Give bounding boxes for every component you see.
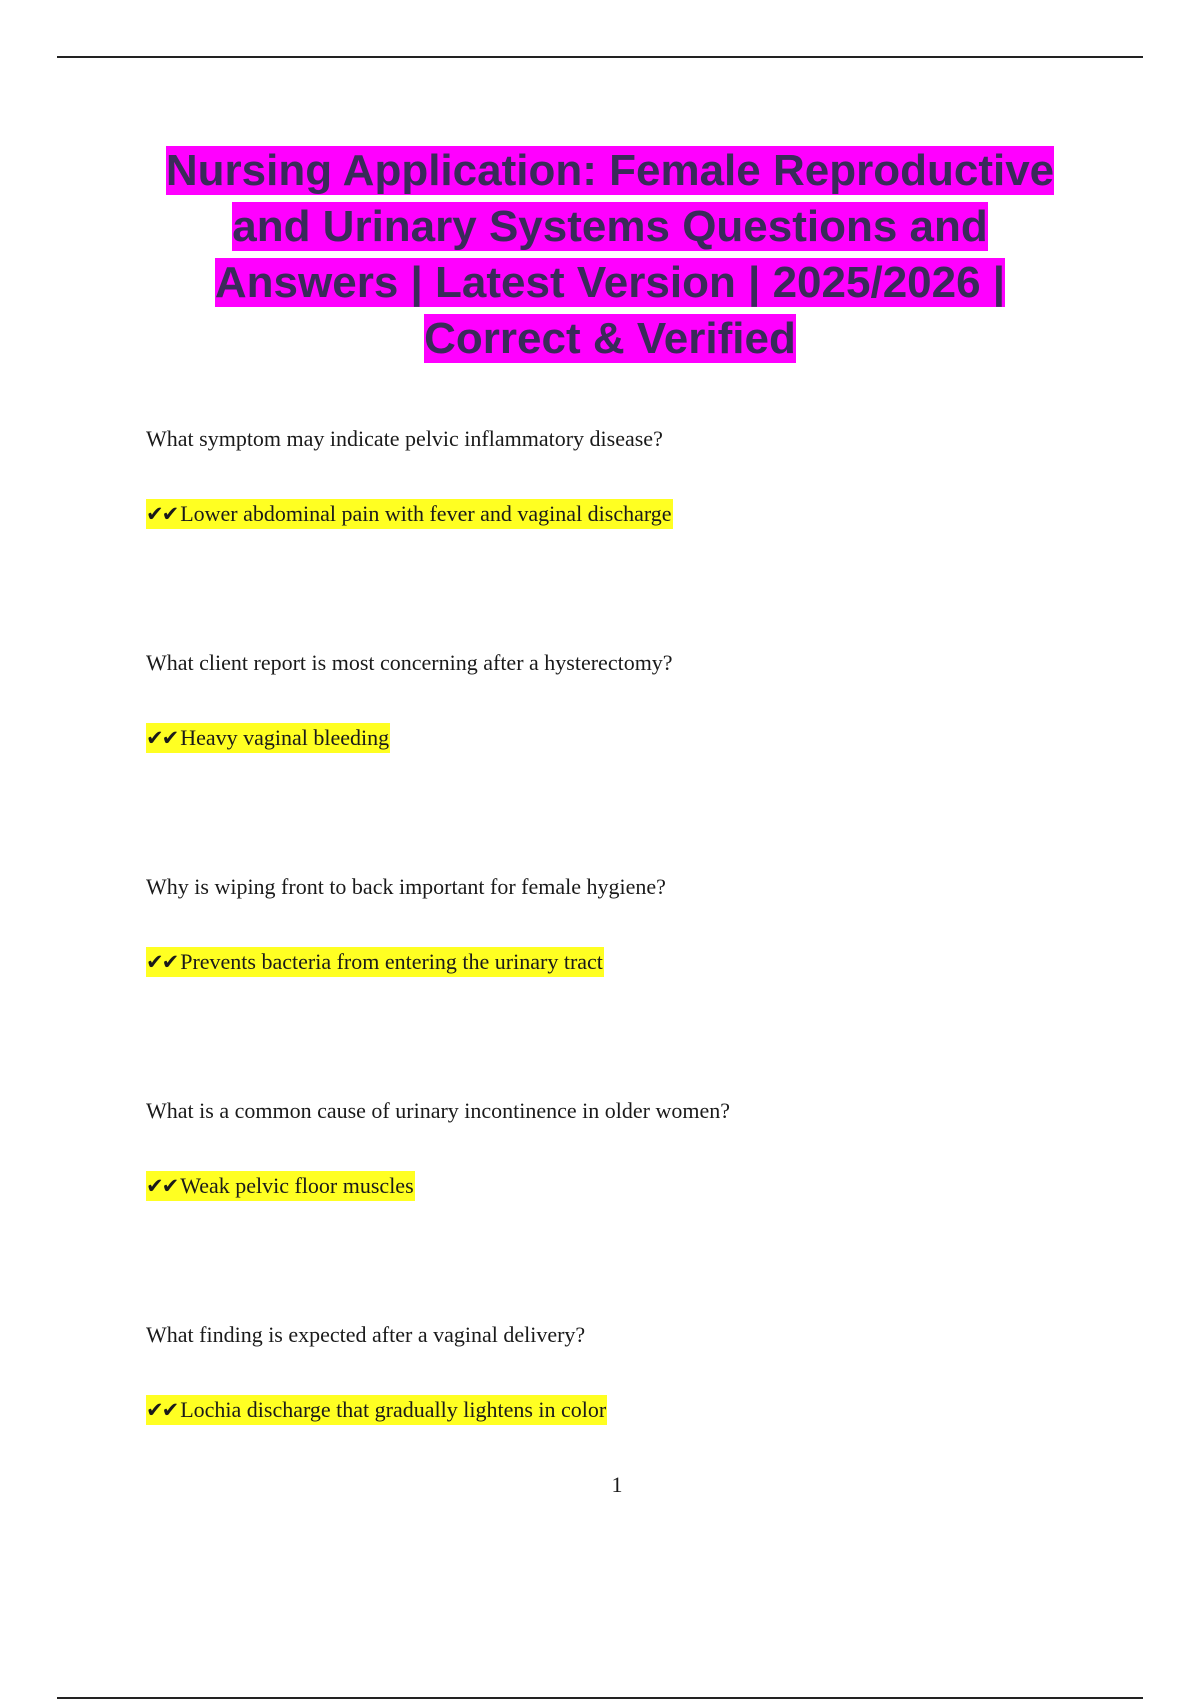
check-icon: ✔✔ — [146, 726, 178, 750]
answer-text: Lochia discharge that gradually lightens in color — [180, 1397, 607, 1422]
question-text: What finding is expected after a vaginal delivery? — [146, 1322, 586, 1347]
answer-highlight — [146, 1171, 415, 1201]
question-text: Why is wiping front to back important for female hygiene? — [146, 874, 666, 899]
answer-highlight — [146, 723, 390, 753]
answer-text: Weak pelvic floor muscles — [180, 1173, 414, 1198]
qa-item-1 — [146, 425, 1096, 529]
answer-highlight — [146, 947, 604, 977]
document-title — [140, 143, 1080, 367]
question-text: What is a common cause of urinary incontinence in older women? — [146, 1098, 731, 1123]
answer-text: Lower abdominal pain with fever and vaginal discharge — [180, 501, 672, 526]
question-text: What symptom may indicate pelvic inflammatory disease? — [146, 426, 663, 451]
check-icon: ✔✔ — [146, 1174, 178, 1198]
top-rule — [57, 56, 1143, 58]
bottom-rule — [57, 1697, 1143, 1699]
page-number: 1 — [611, 1472, 623, 1497]
answer-highlight — [146, 499, 673, 529]
document-title-text: Nursing Application: Female Reproductive and Urinary Systems Questions and Answers | Latest Version | 2025/2026 | Correct & Verified — [165, 146, 1055, 363]
check-icon: ✔✔ — [146, 502, 178, 526]
answer-highlight — [146, 1395, 607, 1425]
qa-item-4 — [146, 1097, 1096, 1201]
question-text: What client report is most concerning after a hysterectomy? — [146, 650, 673, 675]
qa-item-3 — [146, 873, 1096, 977]
qa-item-5 — [146, 1321, 1096, 1425]
answer-text: Heavy vaginal bleeding — [180, 725, 390, 750]
answer-text: Prevents bacteria from entering the urinary tract — [180, 949, 603, 974]
check-icon: ✔✔ — [146, 1398, 178, 1422]
check-icon: ✔✔ — [146, 950, 178, 974]
qa-item-2 — [146, 649, 1096, 753]
